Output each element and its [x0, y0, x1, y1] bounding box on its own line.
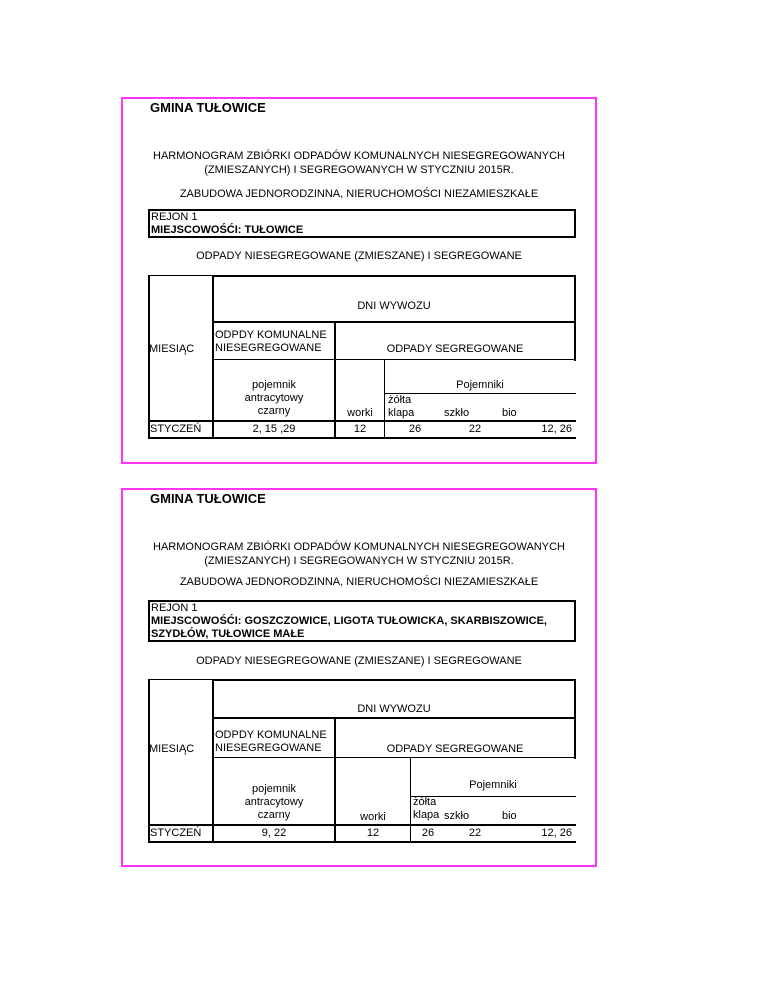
yellow-lid-header-line-2: klapa	[388, 407, 415, 419]
table-border	[212, 275, 576, 277]
mixed-waste-header-line-2: NIESEGREGOWANE	[215, 742, 322, 754]
schedule-panel-2	[121, 488, 597, 867]
bio-days-cell: 12, 26	[541, 423, 572, 435]
table-border	[212, 321, 576, 323]
region-localities-line-1: MIEJSCOWOŚĆI: GOSZCZOWICE, LIGOTA TUŁOWICKA, SKARBISZOWICE,	[151, 615, 547, 627]
days-header: DNI WYWOZU	[357, 300, 431, 312]
mixed-waste-header	[215, 329, 333, 355]
containers-header: Pojemniki	[469, 779, 517, 791]
black-bin-header-line-3: czarny	[257, 405, 291, 417]
black-bin-header	[214, 379, 334, 418]
days-header: DNI WYWOZU	[357, 703, 431, 715]
bio-header: bio	[502, 810, 517, 822]
yellow-lid-header-line-2: klapa	[413, 809, 440, 821]
glass-days-cell: 22	[468, 423, 482, 435]
table-border	[148, 420, 576, 422]
segregated-waste-header: ODPADY SEGREGOWANE	[386, 743, 524, 755]
municipality-title: GMINA TUŁOWICE	[150, 491, 266, 506]
mixed-days-cell: 2, 15 ,29	[252, 423, 296, 435]
containers-header: Pojemniki	[456, 379, 504, 391]
table-border	[148, 679, 212, 680]
glass-header: szkło	[444, 407, 470, 419]
mixed-days-cell: 9, 22	[261, 827, 287, 839]
region-name: REJON 1	[151, 602, 198, 614]
schedule-heading-line-1: HARMONOGRAM ZBIÓRKI ODPADÓW KOMUNALNYCH NIESEGREGOWANYCH	[153, 150, 565, 162]
month-header: MIESIĄC	[149, 743, 195, 755]
mixed-waste-header-line-1: ODPDY KOMUNALNE	[215, 329, 327, 341]
table-border	[148, 275, 212, 276]
table-border	[574, 719, 576, 759]
yellow-lid-header	[388, 394, 438, 420]
bio-days-cell: 12, 26	[541, 827, 572, 839]
table-border	[148, 437, 576, 439]
table-border	[574, 323, 576, 361]
table-border	[212, 717, 576, 719]
waste-types-heading: ODPADY NIESEGREGOWANE (ZMIESZANE) I SEGREGOWANE	[196, 655, 522, 667]
table-border	[148, 841, 576, 843]
black-bin-header-line-2: antracytowy	[244, 796, 304, 808]
municipality-title: GMINA TUŁOWICE	[150, 100, 266, 115]
region-name: REJON 1	[151, 211, 198, 223]
black-bin-header	[214, 783, 334, 822]
collection-schedule-table	[148, 275, 576, 439]
schedule-panel-1	[121, 97, 597, 464]
yellow-days-cell: 26	[408, 423, 422, 435]
building-type-heading: ZABUDOWA JEDNORODZINNA, NIERUCHOMOŚCI NIEZAMIESZKAŁE	[179, 188, 539, 200]
black-bin-header-line-1: pojemnik	[251, 783, 297, 795]
segregated-waste-header: ODPADY SEGREGOWANE	[386, 343, 524, 355]
schedule-heading-line-2: (ZMIESZANYCH) I SEGREGOWANYCH W STYCZNIU 2015R.	[204, 555, 514, 567]
bio-header: bio	[502, 407, 517, 419]
region-localities: MIEJSCOWOŚĆI: TUŁOWICE	[151, 224, 304, 236]
table-border	[148, 824, 576, 826]
black-bin-header-line-2: antracytowy	[244, 392, 304, 404]
table-border	[148, 679, 150, 843]
mixed-waste-header	[215, 729, 333, 755]
schedule-heading	[123, 149, 595, 177]
glass-header: szkło	[444, 810, 470, 822]
bags-header: worki	[347, 407, 373, 419]
yellow-days-cell: 26	[421, 827, 435, 839]
month-cell: STYCZEŃ	[150, 827, 202, 839]
yellow-lid-header-line-1: żółta	[413, 796, 437, 808]
black-bin-header-line-3: czarny	[257, 809, 291, 821]
table-border	[148, 275, 150, 439]
region-localities-line-2: SZYDŁÓW, TUŁOWICE MAŁE	[151, 628, 305, 640]
table-border	[212, 359, 576, 360]
bags-days-cell: 12	[353, 423, 367, 435]
schedule-heading-line-2: (ZMIESZANYCH) I SEGREGOWANYCH W STYCZNIU 2015R.	[204, 164, 514, 176]
month-cell: STYCZEŃ	[150, 423, 202, 435]
region-box	[148, 600, 576, 642]
building-type-heading: ZABUDOWA JEDNORODZINNA, NIERUCHOMOŚCI NIEZAMIESZKAŁE	[179, 576, 539, 588]
region-box	[148, 209, 576, 238]
waste-types-heading: ODPADY NIESEGREGOWANE (ZMIESZANE) I SEGREGOWANE	[196, 250, 522, 262]
bags-header: worki	[360, 811, 386, 823]
month-header: MIESIĄC	[149, 343, 195, 355]
black-bin-header-line-1: pojemnik	[251, 379, 297, 391]
collection-schedule-table	[148, 679, 576, 843]
schedule-heading	[123, 540, 595, 568]
table-border	[212, 679, 576, 681]
bags-days-cell: 12	[366, 827, 380, 839]
table-border	[574, 275, 576, 321]
mixed-waste-header-line-1: ODPDY KOMUNALNE	[215, 729, 327, 741]
glass-days-cell: 22	[468, 827, 482, 839]
yellow-lid-header-line-1: żółta	[388, 394, 412, 406]
schedule-heading-line-1: HARMONOGRAM ZBIÓRKI ODPADÓW KOMUNALNYCH NIESEGREGOWANYCH	[153, 541, 565, 553]
mixed-waste-header-line-2: NIESEGREGOWANE	[215, 342, 322, 354]
table-border	[212, 757, 576, 758]
